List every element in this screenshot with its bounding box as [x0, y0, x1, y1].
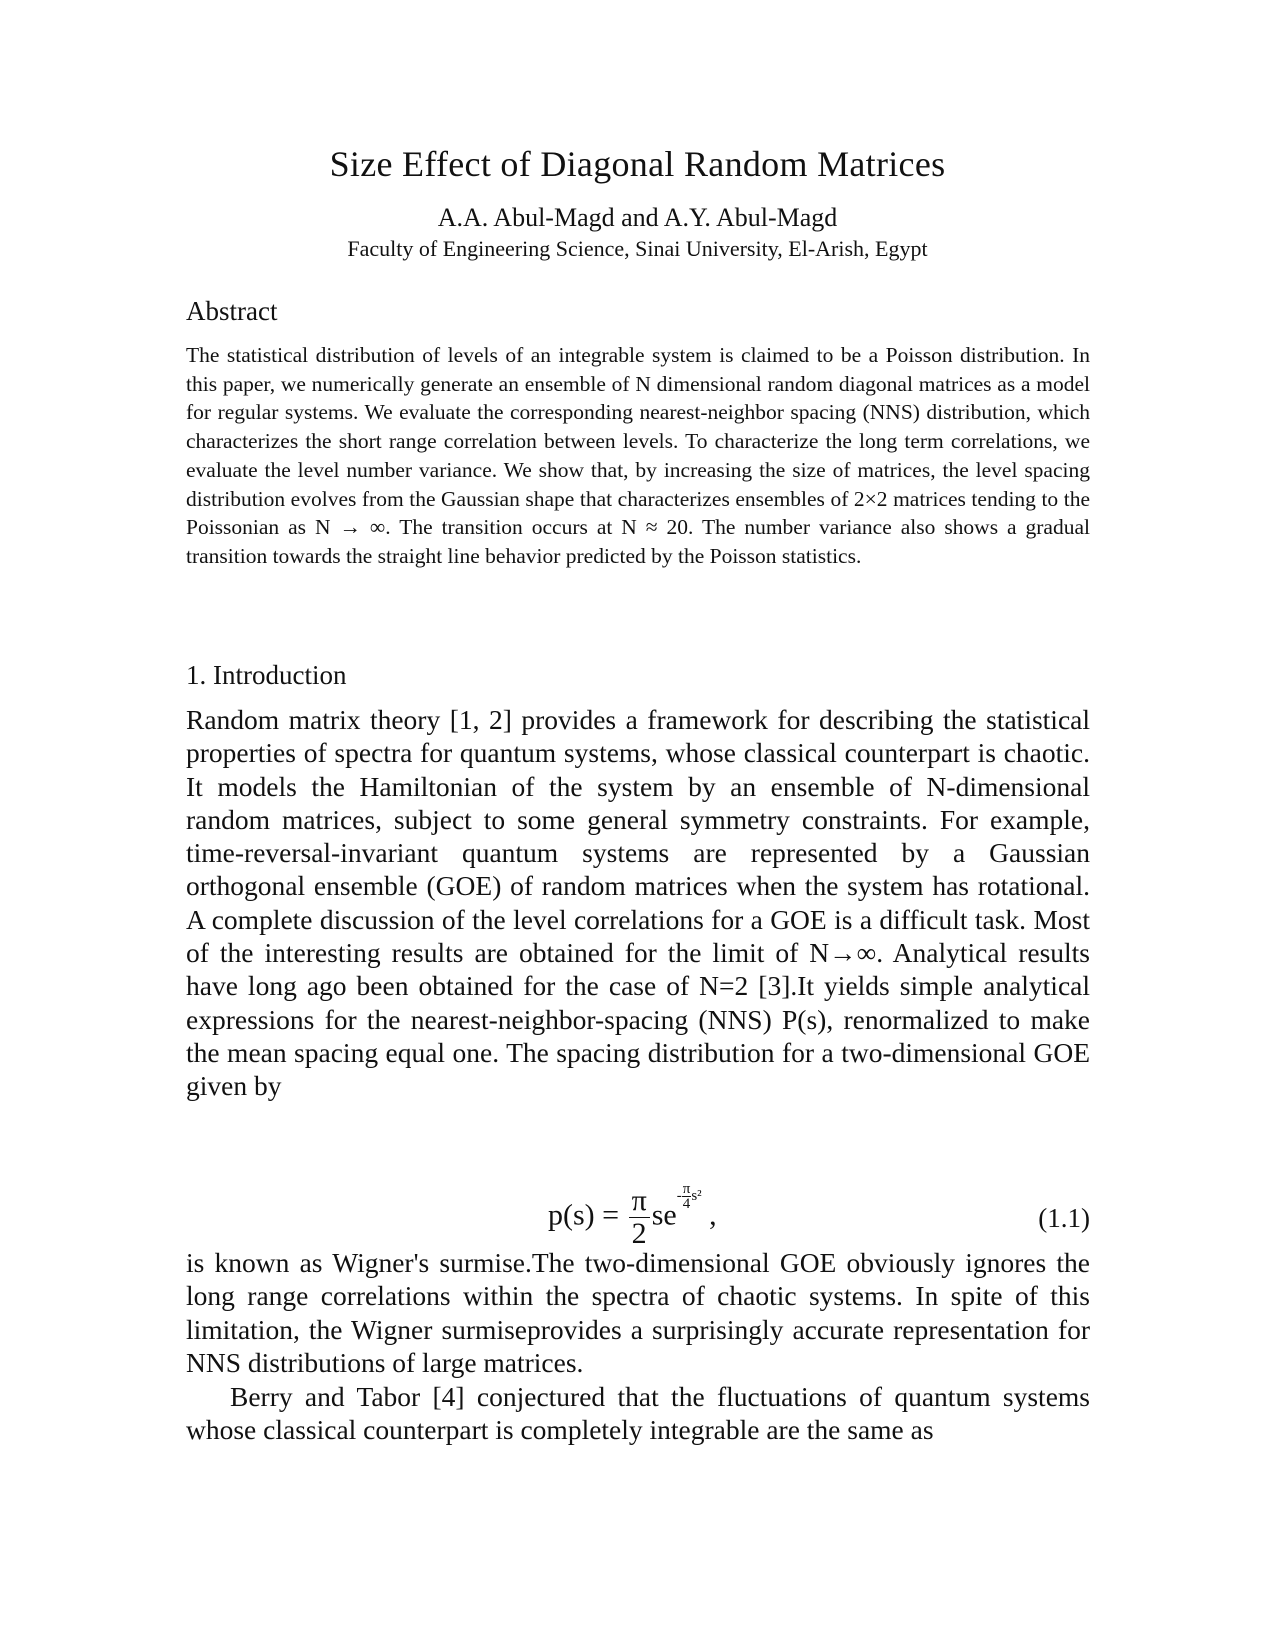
fraction-denominator: 2 — [631, 1217, 647, 1250]
exponent-denominator: 4 — [682, 1196, 691, 1213]
equation-body — [548, 1181, 717, 1250]
paper-title: Size Effect of Diagonal Random Matrices — [329, 144, 946, 184]
exponent-fraction — [682, 1182, 692, 1211]
exponent-variable: s² — [691, 1188, 702, 1205]
abstract-heading: Abstract — [186, 296, 278, 326]
intro-paragraph-3: Berry and Tabor [4] conjectured that the fluctuations of quantum systems whose classical counterpart is completely integrable are the same as — [186, 1381, 1090, 1446]
authors: A.A. Abul-Magd and A.Y. Abul-Magd — [437, 203, 838, 232]
equation-exponent — [676, 1181, 702, 1213]
equation-1-1 — [186, 1181, 1090, 1255]
equation-trail: , — [709, 1198, 717, 1232]
intro-paragraph-2: is known as Wigner's surmise.The two-dimensional GOE obviously ignores the long range correlations within the spectra of chaotic systems. In spite of this limitation, the Wigner surmiseprovides a surprisingly accurate representation for NNS distributions of large matrices. — [186, 1247, 1090, 1378]
equation-number: (1.1) — [1038, 1203, 1090, 1233]
intro-paragraph-1: Random matrix theory [1, 2] provides a framework for describing the statistical properties of spectra for quantum systems, whose classical counterpart is chaotic. It models the Hamiltonian of the system by an ensemble of N-dimensional random matrices, subject to some general symmetry constraints. For example, time-reversal-invariant quantum systems are represented by a Gaussian orthogonal ensemble (GOE) of random matrices when the system has rotational. A complete discussion of the level correlations for a GOE is a difficult task. Most of the interesting results are obtained for the limit of N→∞. Analytical results have long ago been obtained for the case of N=2 [3].It yields simple analytical expressions for the nearest-neighbor-spacing (NNS) P(s), renormalized to make the mean spacing equal one. The spacing distribution for a two-dimensional GOE given by — [186, 704, 1090, 1102]
introduction-heading: 1. Introduction — [186, 660, 347, 690]
affiliation: Faculty of Engineering Science, Sinai University, El-Arish, Egypt — [347, 236, 928, 261]
equation-lhs: p(s) = — [548, 1198, 620, 1232]
equation-mid: se — [651, 1198, 677, 1232]
equation-fraction — [629, 1185, 650, 1250]
exponent-sign: - — [676, 1188, 682, 1205]
fraction-numerator: π — [629, 1185, 650, 1218]
exponent-numerator: π — [682, 1181, 691, 1198]
abstract-text: The statistical distribution of levels of an integrable system is claimed to be a Poisson distribution. In this paper, we numerically generate an ensemble of N dimensional random diagonal matrices as a model for regular systems. We evaluate the corresponding nearest-neighbor spacing (NNS) distribution, which characterizes the short range correlation between levels. To characterize the long term correlations, we evaluate the level number variance. We show that, by increasing the size of matrices, the level spacing distribution evolves from the Gaussian shape that characterizes ensembles of 2×2 matrices tending to the Poissonian as N → ∞. The transition occurs at N ≈ 20. The number variance also shows a gradual transition towards the straight line behavior predicted by the Poisson statistics. — [186, 343, 1090, 568]
